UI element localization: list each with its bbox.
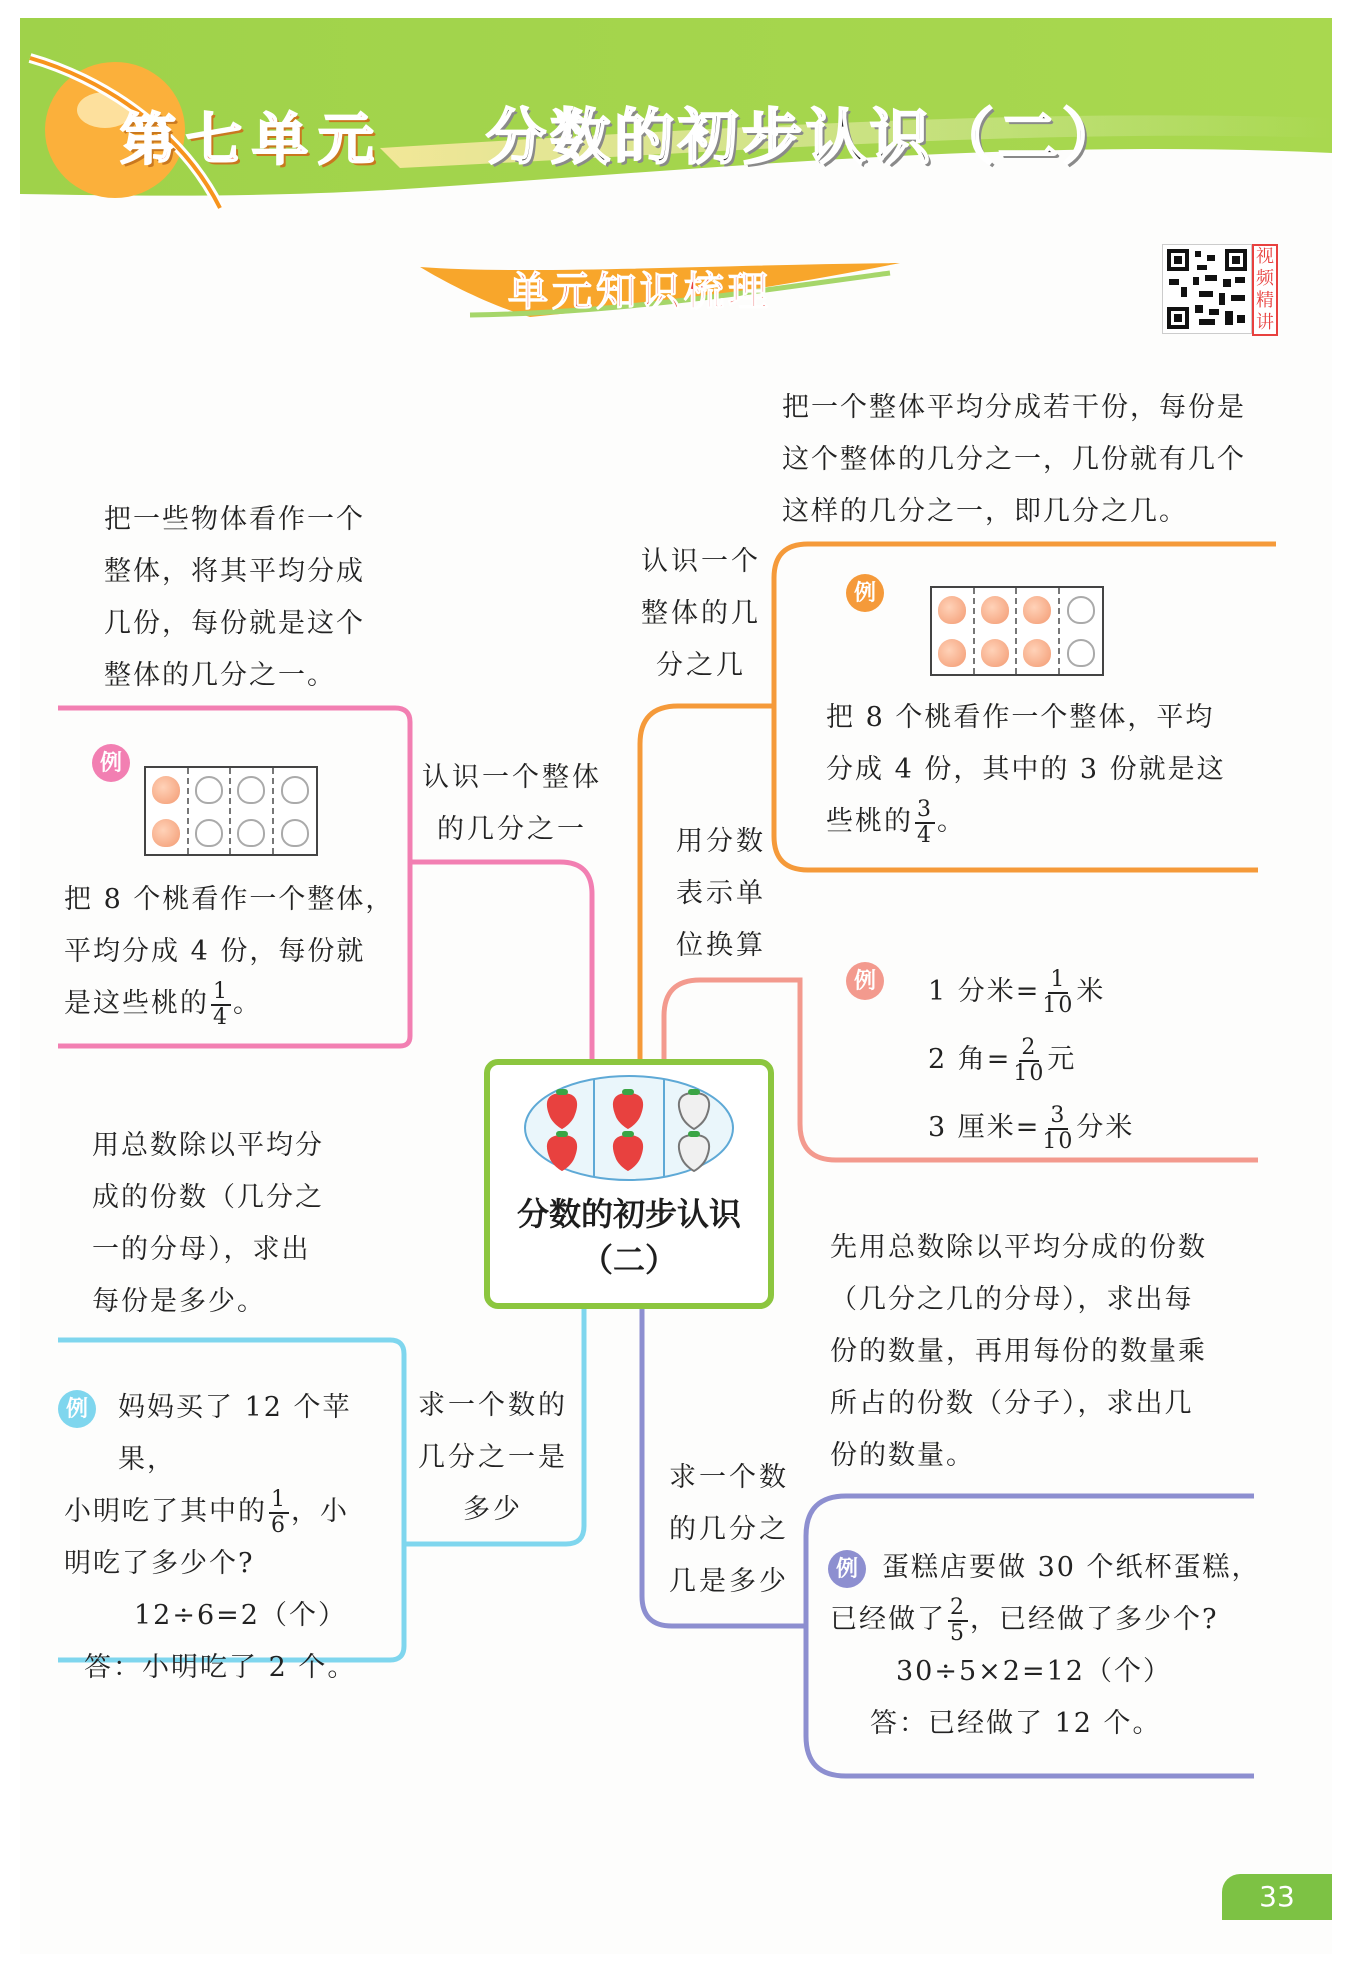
fraction-denominator: 10 bbox=[1042, 992, 1075, 1018]
grid-cell bbox=[1060, 588, 1103, 674]
page-number: 33 bbox=[1222, 1874, 1332, 1920]
grid-cell bbox=[1017, 588, 1060, 674]
right-bottom-example bbox=[830, 1542, 1280, 1750]
intro-line: 这样的几分之一，即几分之几。 bbox=[782, 496, 1188, 527]
branch-label-right-top bbox=[626, 536, 776, 692]
example-line: 明吃了多少个? bbox=[64, 1548, 255, 1579]
example-text: 些桃的 bbox=[826, 806, 913, 837]
example-text: 小明吃了其中的 bbox=[64, 1496, 267, 1527]
branch-label-left-top bbox=[412, 752, 612, 856]
fraction bbox=[1042, 1104, 1074, 1154]
intro-line: 整体，将其平均分成 bbox=[104, 556, 365, 587]
left-top-example bbox=[64, 874, 414, 1030]
right-bottom-intro bbox=[830, 1222, 1270, 1482]
intro-line: 份的数量，再用每份的数量乘 bbox=[830, 1336, 1207, 1367]
example-text: ，已经做了多少个? bbox=[970, 1604, 1219, 1635]
example-line bbox=[830, 1594, 1280, 1646]
fraction-numerator: 3 bbox=[1050, 1102, 1067, 1128]
fraction-denominator: 4 bbox=[917, 822, 933, 848]
conversion-unit: 分米 bbox=[1076, 1112, 1135, 1143]
branch-label-right-mid bbox=[666, 816, 776, 972]
fraction-denominator: 10 bbox=[1013, 1060, 1046, 1086]
branch-line: 的几分之 bbox=[669, 1514, 789, 1545]
example-line bbox=[826, 796, 1266, 848]
peach-outline-icon bbox=[237, 776, 265, 804]
example-line: 蛋糕店要做 30 个纸杯蛋糕， bbox=[882, 1552, 1261, 1583]
branch-line: 整体的几 bbox=[641, 598, 761, 629]
branch-line: 用分数 bbox=[676, 826, 766, 857]
end-mark: 。 bbox=[233, 988, 262, 1019]
branch-line: 求一个数 bbox=[669, 1462, 789, 1493]
fraction bbox=[1042, 968, 1074, 1018]
left-bottom-example bbox=[64, 1382, 404, 1694]
peach-outline-icon bbox=[1067, 596, 1095, 624]
grid-cell bbox=[932, 588, 975, 674]
example-line: 平均分成 4 份，每份就 bbox=[64, 936, 366, 967]
intro-line: 每份是多少。 bbox=[92, 1286, 266, 1317]
grid-cell bbox=[189, 768, 232, 854]
intro-line: （几分之几的分母），求出每 bbox=[830, 1284, 1194, 1315]
end-mark: 。 bbox=[937, 806, 966, 837]
branch-line: 几分之一是 bbox=[418, 1442, 568, 1473]
fraction bbox=[211, 980, 231, 1030]
intro-line: 把一些物体看作一个 bbox=[104, 504, 365, 535]
unit-conversions bbox=[928, 958, 1248, 1162]
fraction-denominator: 5 bbox=[950, 1620, 966, 1646]
fraction bbox=[269, 1488, 289, 1538]
peach-grid-quarter bbox=[144, 766, 318, 856]
conversion-left: 2 角= bbox=[928, 1044, 1012, 1075]
branch-line: 分之几 bbox=[656, 650, 746, 681]
conversion-line bbox=[928, 1026, 1248, 1094]
fraction-numerator: 1 bbox=[213, 978, 229, 1004]
conversion-left: 1 分米= bbox=[928, 976, 1041, 1007]
fraction-numerator: 2 bbox=[1021, 1034, 1038, 1060]
branch-line: 多少 bbox=[463, 1494, 523, 1525]
peach-icon bbox=[1023, 596, 1051, 624]
peach-outline-icon bbox=[1067, 639, 1095, 667]
example-line: 分成 4 份，其中的 3 份就是这 bbox=[826, 754, 1226, 785]
intro-line: 用总数除以平均分 bbox=[92, 1130, 324, 1161]
branch-line: 的几分之一 bbox=[437, 814, 587, 845]
intro-line: 所占的份数（分子），求出几 bbox=[830, 1388, 1194, 1419]
strawberry-icon bbox=[522, 1071, 736, 1185]
intro-line: 先用总数除以平均分成的份数 bbox=[830, 1232, 1207, 1263]
example-line: 把 8 个桃看作一个整体， bbox=[64, 884, 395, 915]
conversion-unit: 元 bbox=[1047, 1044, 1077, 1075]
intro-line: 成的份数（几分之 bbox=[92, 1182, 324, 1213]
conversion-left: 3 厘米= bbox=[928, 1112, 1041, 1143]
intro-line: 整体的几分之一。 bbox=[104, 660, 336, 691]
fraction-numerator: 1 bbox=[1050, 966, 1067, 992]
grid-cell bbox=[274, 768, 317, 854]
peach-outline-icon bbox=[195, 819, 223, 847]
left-bottom-intro bbox=[92, 1120, 412, 1328]
example-line: 妈妈买了 12 个苹果， bbox=[118, 1392, 352, 1475]
qr-label: 视频精讲 bbox=[1252, 244, 1278, 336]
branch-label-right-bottom bbox=[654, 1452, 804, 1608]
peach-outline-icon bbox=[195, 776, 223, 804]
fraction bbox=[948, 1596, 968, 1646]
branch-line: 表示单 bbox=[676, 878, 766, 909]
fraction-numerator: 1 bbox=[271, 1486, 287, 1512]
fraction bbox=[915, 798, 935, 848]
unit-label: 第七单元 bbox=[120, 108, 384, 173]
peach-icon bbox=[938, 639, 966, 667]
example-text: 是这些桃的 bbox=[64, 988, 209, 1019]
peach-icon bbox=[152, 819, 180, 847]
example-badge-orange: 例 bbox=[846, 574, 884, 612]
branch-line: 求一个数的 bbox=[418, 1390, 568, 1421]
intro-line: 这个整体的几分之一，几份就有几个 bbox=[782, 444, 1246, 475]
calculation: 12÷6=2（个） bbox=[134, 1600, 347, 1631]
example-text: 已经做了 bbox=[830, 1604, 946, 1635]
fraction-numerator: 3 bbox=[917, 796, 933, 822]
fraction-denominator: 10 bbox=[1042, 1128, 1075, 1154]
example-line: 把 8 个桃看作一个整体，平均 bbox=[826, 702, 1215, 733]
example-text: ，小 bbox=[291, 1496, 349, 1527]
intro-line: 几份，每份就是这个 bbox=[104, 608, 365, 639]
center-title-line2: （二） bbox=[580, 1241, 677, 1279]
fraction-denominator: 6 bbox=[271, 1512, 287, 1538]
conversion-unit: 米 bbox=[1076, 976, 1106, 1007]
branch-line: 认识一个整体 bbox=[422, 762, 602, 793]
peach-icon bbox=[981, 596, 1009, 624]
answer: 答：小明吃了 2 个。 bbox=[84, 1652, 357, 1683]
example-line bbox=[64, 978, 414, 1030]
branch-line: 认识一个 bbox=[641, 546, 761, 577]
example-badge-salmon: 例 bbox=[846, 962, 884, 1000]
peach-icon bbox=[938, 596, 966, 624]
branch-label-left-bottom bbox=[408, 1380, 578, 1536]
peach-grid-three-quarters bbox=[930, 586, 1104, 676]
section-title: 单元知识梳理 bbox=[508, 269, 772, 315]
fraction bbox=[1013, 1036, 1045, 1086]
peach-outline-icon bbox=[281, 776, 309, 804]
intro-line: 一的分母），求出 bbox=[92, 1234, 311, 1265]
fraction-denominator: 4 bbox=[213, 1004, 229, 1030]
example-badge-pink: 例 bbox=[92, 744, 130, 782]
peach-icon bbox=[981, 639, 1009, 667]
answer: 答：已经做了 12 个。 bbox=[870, 1708, 1162, 1739]
peach-icon bbox=[152, 776, 180, 804]
grid-cell bbox=[146, 768, 189, 854]
right-top-intro bbox=[782, 382, 1302, 538]
fraction-numerator: 2 bbox=[950, 1594, 966, 1620]
grid-cell bbox=[231, 768, 274, 854]
right-top-example bbox=[826, 692, 1266, 848]
example-badge-purple: 例 bbox=[828, 1550, 866, 1588]
conversion-line bbox=[928, 958, 1248, 1026]
example-badge-cyan: 例 bbox=[58, 1390, 96, 1428]
branch-line: 位换算 bbox=[676, 930, 766, 961]
branch-line: 几是多少 bbox=[669, 1566, 789, 1597]
peach-icon bbox=[1023, 639, 1051, 667]
center-title-line1: 分数的初步认识 bbox=[516, 1195, 741, 1233]
intro-line: 把一个整体平均分成若干份，每份是 bbox=[782, 392, 1246, 423]
left-top-intro bbox=[104, 494, 434, 702]
conversion-line bbox=[928, 1094, 1248, 1162]
peach-outline-icon bbox=[281, 819, 309, 847]
page-title: 分数的初步认识（二） bbox=[486, 103, 1126, 173]
grid-cell bbox=[975, 588, 1018, 674]
peach-outline-icon bbox=[237, 819, 265, 847]
intro-line: 份的数量。 bbox=[830, 1440, 975, 1471]
example-line bbox=[64, 1486, 404, 1538]
calculation: 30÷5×2=12（个） bbox=[896, 1656, 1172, 1687]
center-topic bbox=[484, 1059, 774, 1309]
